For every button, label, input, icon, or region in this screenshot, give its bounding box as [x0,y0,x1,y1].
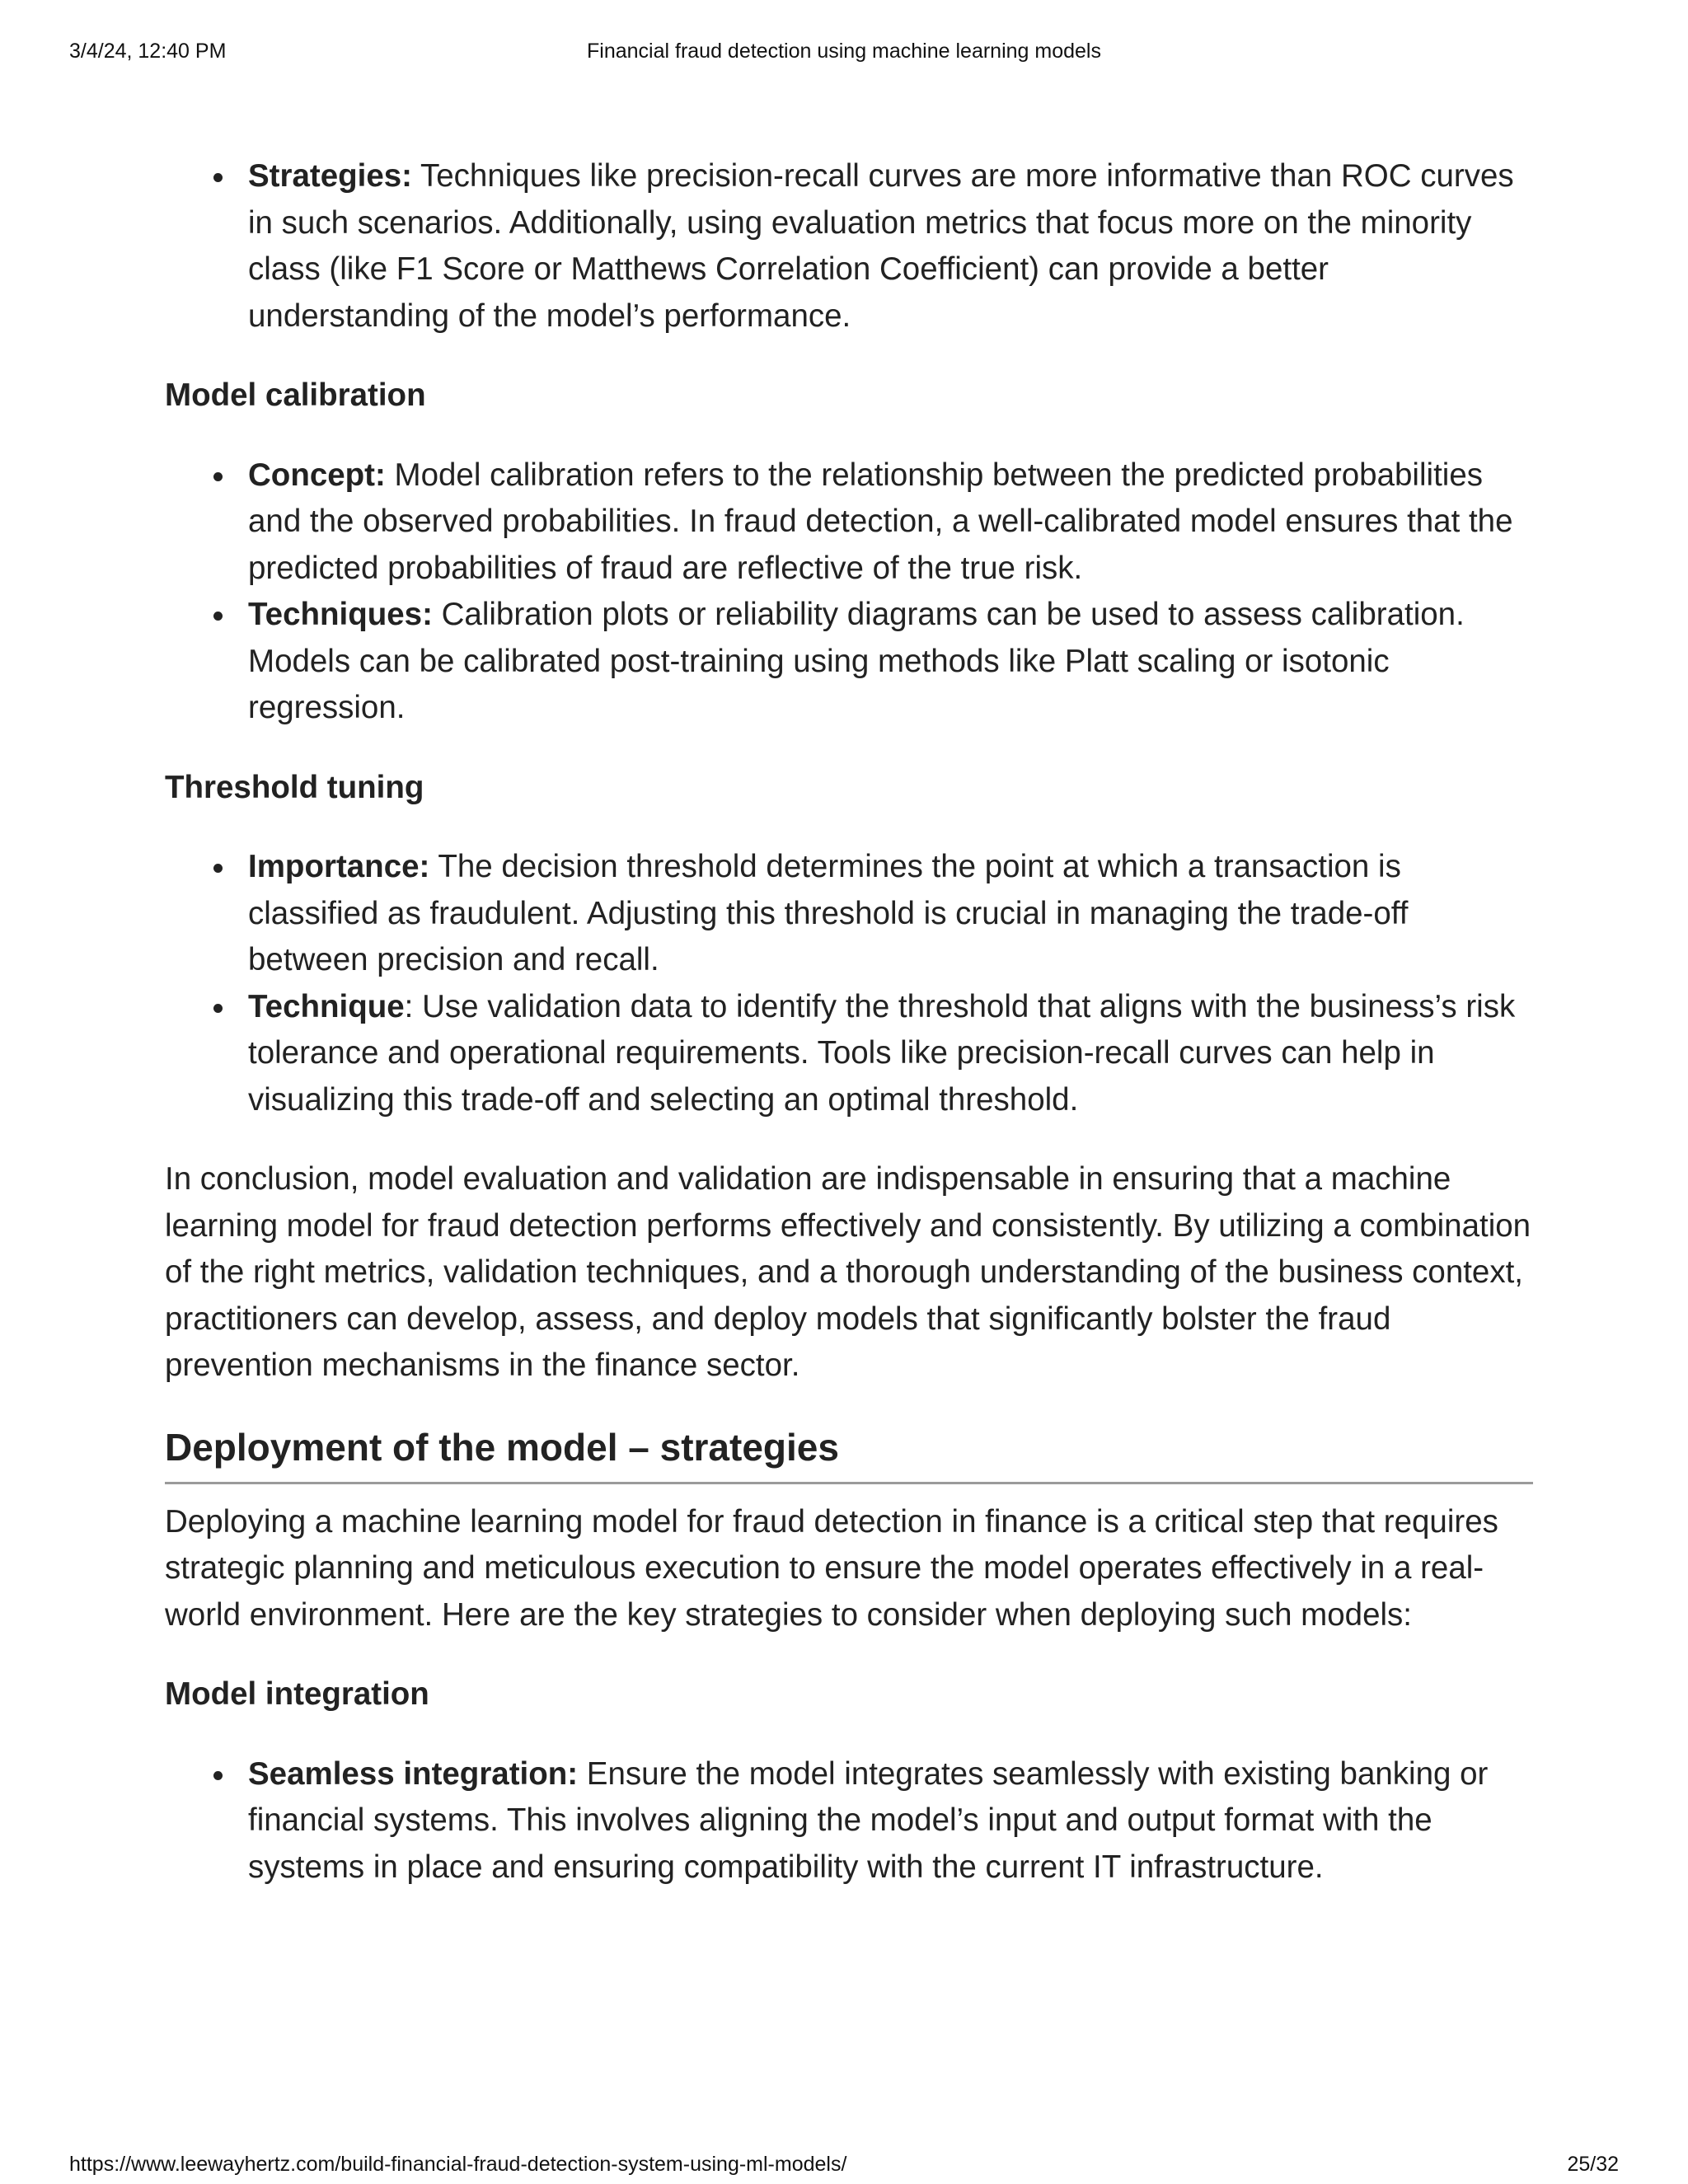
print-header [69,40,1619,68]
bullet-term: Concept: [248,457,386,493]
bullet-text: Techniques like precision-recall curves are more informative than ROC curves in such scenarios. Additionally, using evaluation metrics that focus more on the minority class (like F1 Score or Matthews Correlation Coefficient) can provide a better understanding of the model’s performance. [248,158,1514,334]
strategies-list [165,153,1533,340]
threshold-tuning-list [165,844,1533,1123]
page-url: https://www.leewayhertz.com/build-financial-fraud-detection-system-using-ml-models/ [69,2153,847,2176]
bullet-term: Seamless integration: [248,1755,579,1792]
bullet-text: Model calibration refers to the relationship between the predicted probabilities and the observed probabilities. In fraud detection, a well-calibrated model ensures that the predicted probabilities of fraud are reflective of the true risk. [248,457,1513,586]
bullet-text: The decision threshold determines the point at which a transaction is classified as fraudulent. Adjusting this threshold is crucial in managing the trade-off between precision and recall. [248,849,1409,977]
article-content [165,153,1533,1891]
deployment-intro-paragraph: Deploying a machine learning model for fraud detection in finance is a critical step that requires strategic planning and meticulous execution to ensure the model operates effectively in a real-world environment. Here are the key strategies to consider when deploying such models: [165,1503,1498,1633]
model-calibration-list [165,452,1533,732]
deployment-section-heading: Deployment of the model – strategies [165,1422,1533,1484]
print-footer [69,2153,1619,2181]
model-integration-list [165,1751,1533,1891]
bullet-term: Importance: [248,849,430,884]
conclusion-paragraph: In conclusion, model evaluation and validation are indispensable in ensuring that a machine learning model for fraud detection performs effectively and consistently. By utilizing a combination of the right metrics, validation techniques, and a thorough understanding of the business context, practitioners can develop, assess, and deploy models that significantly bolster the fraud prevention mechanisms in the finance sector. [165,1161,1531,1383]
list-item [165,844,1533,984]
list-item [165,153,1533,340]
list-item [165,984,1533,1124]
list-item [165,452,1533,593]
bullet-text: Calibration plots or reliability diagrams can be used to assess calibration. Models can be calibrated post-training using methods like Platt scaling or isotonic regression. [248,597,1465,725]
bullet-text: Ensure the model integrates seamlessly with existing banking or financial systems. This involves aligning the model’s input and output format with the systems in place and ensuring compatibility with the current IT infrastructure. [248,1755,1489,1885]
bullet-term: Technique [248,988,405,1024]
threshold-tuning-heading: Threshold tuning [165,769,424,805]
model-calibration-heading: Model calibration [165,377,426,413]
bullet-term: Strategies: [248,158,412,194]
document-title: Financial fraud detection using machine learning models [587,40,1101,63]
page-number: 25/32 [1567,2153,1619,2176]
list-item [165,592,1533,732]
model-integration-heading: Model integration [165,1676,429,1712]
bullet-term: Techniques: [248,597,433,632]
bullet-text: : Use validation data to identify the threshold that aligns with the business’s risk tolerance and operational requirements. Tools like precision-recall curves can help in visualizing this trade-off and selecting an optimal threshold. [248,988,1516,1118]
print-datetime: 3/4/24, 12:40 PM [69,40,227,63]
list-item [165,1751,1533,1891]
